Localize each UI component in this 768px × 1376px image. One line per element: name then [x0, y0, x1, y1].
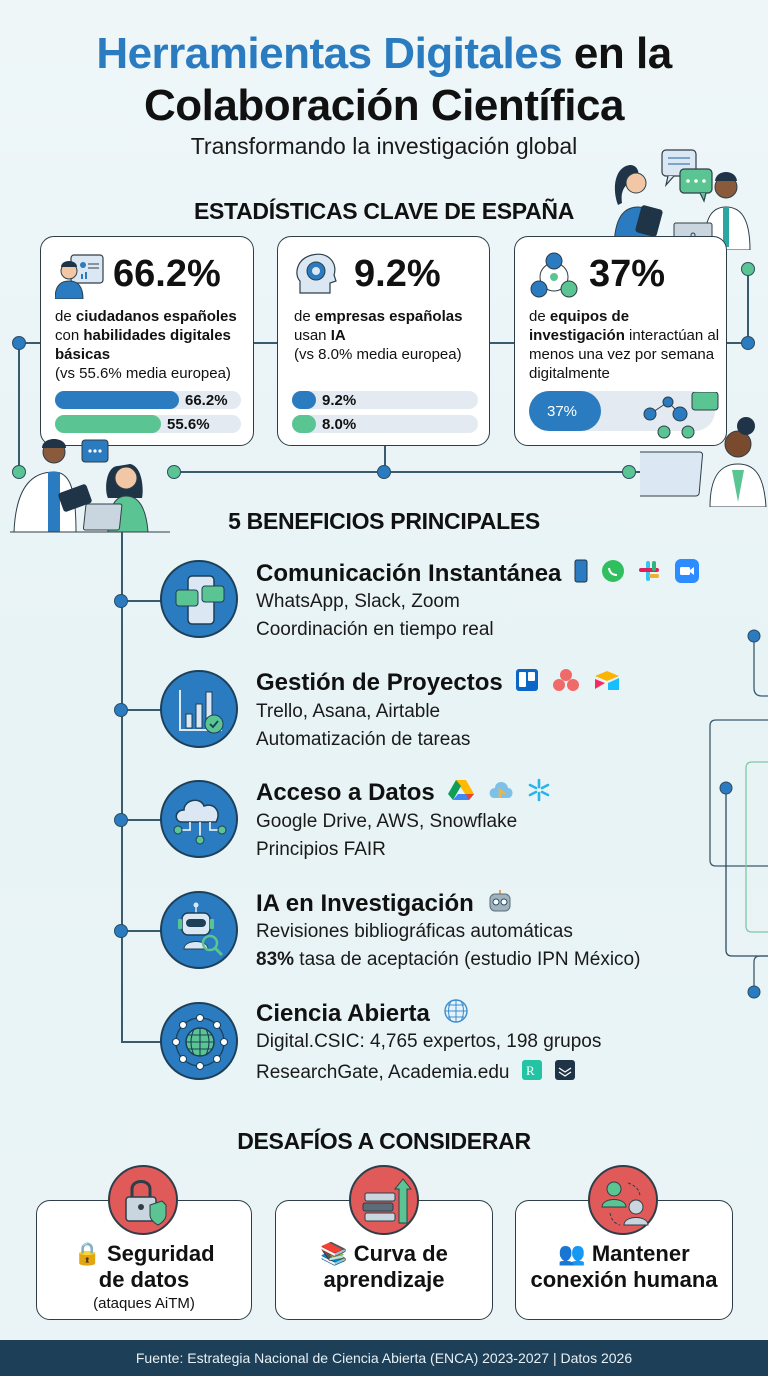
challenge-icon-circle	[349, 1165, 419, 1235]
footer-source: Fuente: Estrategia Nacional de Ciencia Abierta (ENCA) 2023-2027 | Datos 2026	[0, 1340, 768, 1376]
stat-description: de ciudadanos españoles con habilidades digitales básicas (vs 55.6% media europea)	[55, 308, 237, 382]
challenge-subtitle: (ataques AiTM)	[93, 1295, 195, 1312]
stat-description: de equipos de investigación interactúan al menos una vez por semana digitalmente	[529, 308, 720, 382]
challenge-title: 🔒 Seguridad de datos	[73, 1241, 215, 1292]
stat-card-ai-companies	[277, 236, 490, 446]
benefit-tools: Trello, Asana, Airtable	[256, 701, 441, 722]
benefit-detail: Automatización de tareas	[256, 729, 471, 750]
cloud-network-icon	[162, 782, 240, 860]
benefit-title: Acceso a Datos	[256, 778, 551, 809]
benefit-tools: Revisiones bibliográficas automáticas	[256, 921, 573, 942]
slack-icon	[637, 559, 661, 590]
benefit-detail: Coordinación en tiempo real	[256, 619, 494, 640]
circuit-decoration	[700, 620, 768, 1000]
connector-line	[490, 342, 514, 344]
title-line2: Colaboración Científica	[144, 81, 624, 130]
connector-dot	[622, 465, 636, 479]
stat-note: (vs 8.0% media europea)	[294, 346, 462, 363]
bar-label: 66.2%	[185, 392, 228, 409]
globe-network-icon	[162, 1004, 240, 1082]
academia-icon	[554, 1059, 576, 1087]
airtable-icon	[593, 668, 621, 699]
zoom-icon	[674, 558, 700, 591]
books-arrow-icon	[351, 1167, 421, 1237]
bar-europe	[292, 415, 478, 433]
ai-head-gear-icon	[294, 251, 340, 297]
stat-note: (vs 55.6% media europea)	[55, 365, 231, 382]
benefit-title: Ciencia Abierta	[256, 998, 469, 1031]
benefit-tools: Google Drive, AWS, Snowflake	[256, 811, 518, 832]
team-network-icon	[529, 251, 579, 299]
challenge-title: 👥 Mantener conexión humana	[530, 1241, 718, 1292]
bar-label: 9.2%	[322, 392, 357, 409]
benefit-detail: ResearchGate, Academia.edu R	[256, 1059, 576, 1087]
benefit-icon-circle	[160, 780, 238, 858]
connector-line	[747, 268, 749, 343]
stat-value: 9.2%	[354, 253, 441, 295]
connector-dot	[741, 262, 755, 276]
page-title	[0, 28, 768, 132]
stats-heading: ESTADÍSTICAS CLAVE DE ESPAÑA	[193, 198, 575, 224]
robot-icon	[487, 888, 513, 921]
benefit-tools: Digital.CSIC: 4,765 expertos, 198 grupos	[256, 1031, 602, 1052]
aws-cloud-icon	[488, 778, 514, 809]
connector-dot	[12, 336, 26, 350]
connector-line	[174, 471, 640, 473]
trello-icon	[515, 668, 539, 699]
globe-icon	[443, 998, 469, 1031]
challenges-heading: DESAFÍOS A CONSIDERAR	[237, 1128, 531, 1154]
bar-label: 55.6%	[167, 416, 210, 433]
asana-icon	[552, 668, 580, 699]
phone-chat-icon	[162, 562, 240, 640]
benefit-detail: 83% tasa de aceptación (estudio IPN México)	[256, 949, 641, 970]
mobile-phone-icon	[574, 559, 588, 590]
page-subtitle: Transformando la investigación global	[190, 133, 578, 159]
snowflake-icon	[527, 778, 551, 809]
benefits-heading: 5 BENEFICIOS PRINCIPALES	[228, 508, 540, 534]
researcher-computer-illustration	[640, 392, 768, 507]
title-rest: en la	[562, 29, 672, 78]
bar-spain	[292, 391, 478, 409]
researchgate-icon	[521, 1059, 543, 1087]
benefit-title: Gestión de Proyectos	[256, 668, 621, 699]
challenge-icon-circle	[108, 1165, 178, 1235]
benefit-title: Comunicación Instantánea	[256, 558, 700, 591]
challenge-icon-circle	[588, 1165, 658, 1235]
connector-dot	[741, 336, 755, 350]
google-drive-icon	[447, 778, 475, 809]
whatsapp-icon	[601, 559, 625, 590]
bar-label: 8.0%	[322, 416, 357, 433]
benefit-title: IA en Investigación	[256, 888, 513, 921]
benefits-spine	[121, 532, 123, 1042]
stat-value: 37%	[589, 253, 666, 295]
people-exchange-icon	[590, 1167, 660, 1237]
benefit-icon-circle	[160, 891, 238, 969]
benefit-tools: WhatsApp, Slack, Zoom	[256, 591, 460, 612]
title-highlight: Herramientas Digitales	[96, 29, 563, 78]
connector-dot	[377, 465, 391, 479]
bar-label: 37%	[547, 403, 578, 420]
stat-value: 66.2%	[113, 253, 221, 295]
connector-line	[254, 342, 278, 344]
svg-text:R: R	[525, 1063, 535, 1078]
stat-description: de empresas españolas usan IA (vs 8.0% media europea)	[294, 308, 463, 363]
benefit-icon-circle	[160, 1002, 238, 1080]
lock-shield-icon	[110, 1167, 180, 1237]
benefit-icon-circle	[160, 560, 238, 638]
stat-card-digital-skills	[40, 236, 254, 446]
bar-chart-check-icon	[162, 672, 240, 750]
benefit-detail: Principios FAIR	[256, 839, 386, 860]
benefit-icon-circle	[160, 670, 238, 748]
challenge-title: 📚 Curva de aprendizaje	[320, 1241, 448, 1292]
robot-search-icon	[162, 893, 240, 971]
digital-skills-person-icon	[55, 253, 105, 299]
